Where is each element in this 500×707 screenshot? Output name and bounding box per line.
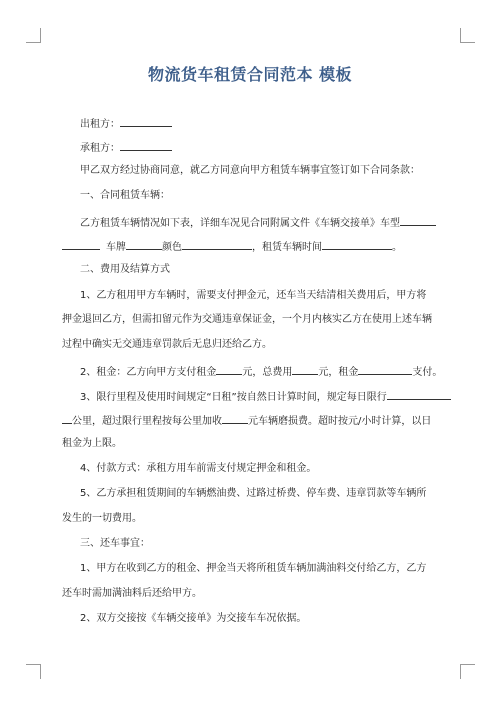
crop-mark-top-left <box>26 28 41 43</box>
mileage-text: 3、限行里程及使用时间规定“日租”按自然日计算时间，规定每日限行 <box>80 392 387 403</box>
wear-fee-text: 元车辆磨损费。超时按元/小时计算，以日 <box>248 416 432 427</box>
clause-3-2: 2、双方交接按《车辆交接单》为交接车车况依据。 <box>80 613 307 624</box>
crop-mark-top-right <box>460 28 475 43</box>
lessor-blank <box>120 115 172 127</box>
section-1-line-1 <box>80 214 436 231</box>
clause-2-4: 4、付款方式：承租方用车前需支付规定押金和租金。 <box>80 463 317 474</box>
payment-suffix: 支付。 <box>412 367 443 378</box>
color-label: 颜色 <box>162 242 182 253</box>
plate-blank <box>126 238 162 250</box>
per-km-fee-blank <box>222 412 248 424</box>
plate-label: 车牌 <box>106 242 126 253</box>
color-blank <box>182 238 252 250</box>
period: 。 <box>392 242 402 253</box>
daily-mileage-blank <box>387 388 451 400</box>
lessee-line <box>80 139 172 156</box>
clause-3-1-line-1: 1、甲方在收到乙方的租金、押金当天将所租赁车辆加满油料交付给乙方，乙方 <box>80 563 427 574</box>
mileage-cont-blank <box>62 412 72 424</box>
lessor-label: 出租方： <box>80 119 120 130</box>
rent-label: 2、租金：乙方向甲方支付租金 <box>80 367 217 378</box>
vehicle-model-blank <box>400 214 436 226</box>
rent-payment-blank <box>358 363 412 375</box>
lessor-line <box>80 115 172 132</box>
section-3-heading: 三、还车事宜： <box>80 538 150 549</box>
clause-3-1-line-2: 还车时需加满油料后还给甲方。 <box>62 588 202 599</box>
clause-2-5-line-2: 发生的一切费用。 <box>62 513 142 524</box>
rental-time-blank <box>322 238 392 250</box>
crop-mark-bottom-left <box>26 664 41 679</box>
model-cont-blank <box>62 238 100 250</box>
crop-mark-bottom-right <box>460 664 475 679</box>
clause-2-1-line-3: 过程中确实无交通违章罚款后无息归还给乙方。 <box>62 339 272 350</box>
clause-2-5-line-1: 5、乙方承担租赁期间的车辆燃油费、过路过桥费、停车费、违章罚款等车辆所 <box>80 488 427 499</box>
extra-mileage-text: 公里，超过限行里程按每公里加收 <box>72 416 222 427</box>
clause-2-1-line-1: 1、乙方租用甲方车辆时，需要支付押金元，还车当天结清相关费用后，甲方将 <box>80 290 427 301</box>
document-title: 物流货车租赁合同范本 模板 <box>147 65 353 84</box>
lessee-label: 承租方： <box>80 143 120 154</box>
rent-blank <box>216 363 242 375</box>
total-fee-blank <box>292 363 318 375</box>
total-fee-label: 元，总费用 <box>242 367 293 378</box>
rental-time-label: ，租赁车辆时间 <box>252 242 322 253</box>
section-1-text: 乙方租赁车辆情况如下表，详细车况见合同附属文件《车辆交接单》车型 <box>80 218 400 229</box>
clause-2-3-line-1 <box>80 388 451 405</box>
clause-2-3-line-3: 租金为上限。 <box>62 438 122 449</box>
intro-paragraph: 甲乙双方经过协商同意，就乙方同意向甲方租赁车辆事宜签订如下合同条款： <box>80 165 420 176</box>
clause-2-3-line-2 <box>62 412 431 429</box>
section-1-line-2 <box>62 238 402 255</box>
clause-2-1-line-2: 押金退回乙方，但需扣留元作为交通违章保证金，一个月内核实乙方在使用上述车辆 <box>62 314 432 325</box>
lessee-blank <box>120 139 172 151</box>
rent-payment-label: 元，租金 <box>318 367 359 378</box>
section-1-heading: 一、合同租赁车辆： <box>80 190 170 201</box>
clause-2-2 <box>80 363 442 380</box>
section-2-heading: 二、费用及结算方式 <box>80 264 170 275</box>
